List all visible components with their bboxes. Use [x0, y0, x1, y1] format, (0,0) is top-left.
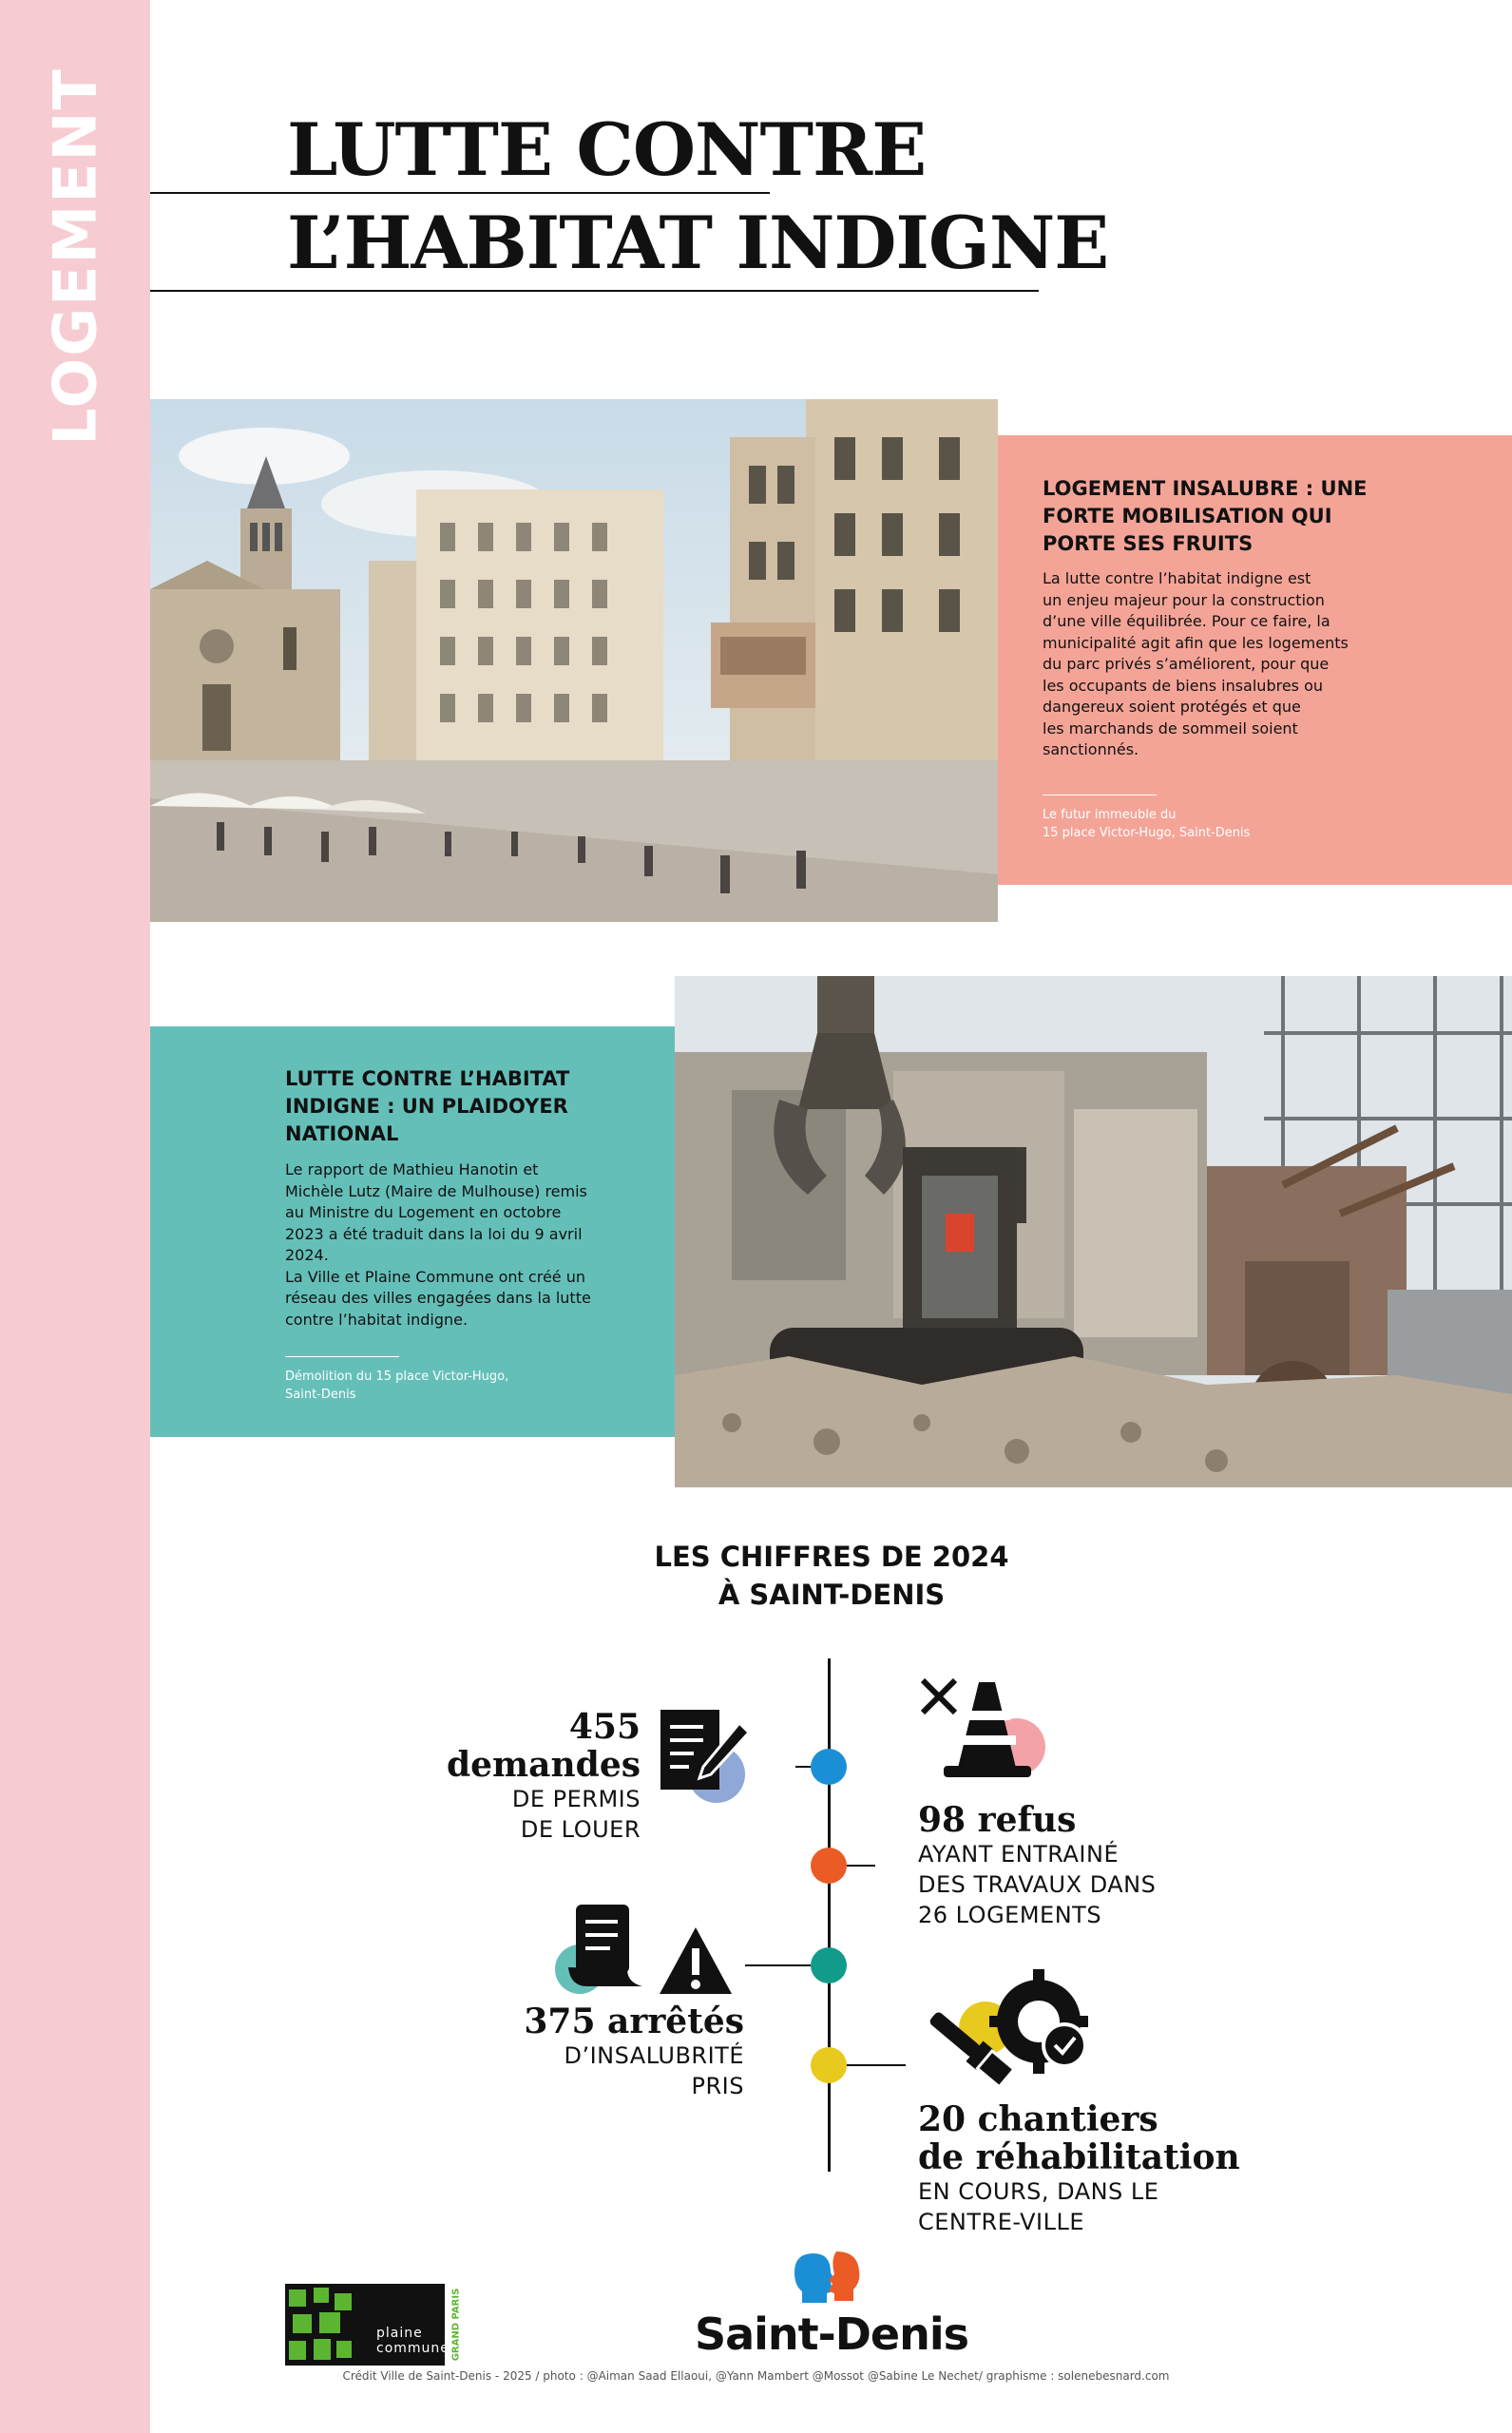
card2-body-line: Le rapport de Mathieu Hanotin et — [285, 1160, 539, 1178]
card1-body-line: un enjeu majeur pour la construction — [1043, 590, 1325, 609]
card1-body — [1043, 568, 1349, 761]
stat-455-demandes — [380, 1708, 641, 1845]
timeline-dot-3 — [811, 1947, 847, 1983]
timeline-dot-4 — [811, 2047, 847, 2083]
card2-caption-line: Démolition du 15 place Victor-Hugo, — [285, 1370, 509, 1384]
card2-heading-line: NATIONAL — [285, 1122, 399, 1145]
stat2-caption-line: 26 LOGEMENTS — [918, 1902, 1102, 1928]
card2-body — [285, 1159, 591, 1331]
card1-heading-line: LOGEMENT INSALUBRE : UNE — [1043, 477, 1368, 500]
stat-98-refus — [918, 1801, 1156, 1930]
card1-body-line: les occupants de biens insalubres ou — [1043, 676, 1324, 695]
stat-20-chantiers — [918, 2100, 1240, 2237]
stat1-caption-line: DE LOUER — [520, 1816, 641, 1843]
card1-body-line: municipalité agit afin que les logements — [1043, 633, 1349, 652]
plaine-commune-text — [376, 2326, 450, 2356]
card1-body-line: dangereux soient protégés et que — [1043, 698, 1301, 716]
card1-heading — [1043, 475, 1368, 558]
card2-body-line: réseau des villes engagées dans la lutte — [285, 1289, 591, 1307]
scroll-warning-icon — [551, 1901, 741, 2004]
card2-heading-line: LUTTE CONTRE L’HABITAT — [285, 1067, 570, 1090]
card2-heading-line: INDIGNE : UN PLAIDOYER — [285, 1095, 568, 1118]
stat-375-arretes — [494, 2002, 744, 2101]
stat1-caption-line: DE PERMIS — [511, 1786, 641, 1812]
plaine-commune-mark-icon — [285, 2284, 357, 2366]
title-rule-1 — [150, 192, 770, 194]
timeline-dot-2 — [811, 1848, 847, 1884]
stats-title — [570, 1538, 1093, 1614]
plaine-commune-logo — [285, 2284, 450, 2366]
stat1-number: 455 — [568, 1707, 641, 1747]
stat3-caption-line: PRIS — [691, 2073, 744, 2099]
card1-heading-line: PORTE SES FRUITS — [1043, 532, 1254, 555]
card2-caption — [285, 1368, 508, 1404]
stats-title-line: LES CHIFFRES DE 2024 — [654, 1541, 1009, 1573]
sidebar-label — [0, 38, 150, 475]
brush-gear-icon — [917, 1969, 1098, 2092]
stats-title-line: À SAINT-DENIS — [718, 1579, 946, 1611]
document-pen-icon — [656, 1706, 751, 1814]
plaine-commune-tag — [449, 2284, 464, 2366]
card2-caption-line: Saint-Denis — [285, 1388, 356, 1402]
stat2-caption-line: DES TRAVAUX DANS — [918, 1871, 1157, 1898]
stat2-caption-line: AYANT ENTRAINÉ — [918, 1841, 1120, 1868]
card1-body-line: d’une ville équilibrée. Pour ce faire, la — [1043, 612, 1330, 630]
page-title-line-1: LUTTE CONTRE — [287, 107, 927, 192]
card1-body-line: les marchands de sommeil soient — [1043, 718, 1298, 738]
timeline-line — [828, 1658, 831, 2172]
card2-body-line: 2023 a été traduit dans la loi du 9 avril — [285, 1224, 583, 1243]
sidebar-label-text: LOGEMENT — [40, 67, 110, 446]
card2-separator — [285, 1356, 399, 1357]
card1-caption-line: Le futur immeuble du — [1043, 808, 1177, 822]
cross-cone-icon — [917, 1673, 1050, 1791]
saint-denis-logo-text: Saint-Denis — [694, 2308, 969, 2360]
credit-line: Crédit Ville de Saint-Denis - 2025 / photo : @Aiman Saad Ellaoui, @Yann Mambert @Mossot @Sabine Le Nechet/ graphisme : solenebesnard.com — [342, 2369, 1170, 2383]
card1-body-line: du parc privés s’améliorent, pour que — [1043, 655, 1330, 673]
card1-body-line: sanctionnés. — [1043, 740, 1139, 758]
grand-paris-text: GRAND PARIS — [450, 2288, 462, 2362]
card2-heading — [285, 1065, 569, 1148]
photo-future-building — [150, 399, 998, 922]
card2-body-line: Michèle Lutz (Maire de Mulhouse) remis — [285, 1181, 587, 1200]
card1-caption — [1043, 806, 1250, 842]
stat2-number: 98 refus — [918, 1800, 1077, 1840]
saint-denis-heads-icon — [789, 2248, 865, 2310]
stat3-caption-line: D’INSALUBRITÉ — [564, 2042, 744, 2069]
card1-caption-line: 15 place Victor-Hugo, Saint-Denis — [1043, 826, 1251, 840]
plaine-commune-line: commune — [376, 2341, 450, 2356]
card2-body-line: contre l’habitat indigne. — [285, 1310, 469, 1329]
plaine-commune-line: plaine — [376, 2326, 423, 2341]
stat3-number: 375 arrêtés — [524, 2002, 744, 2041]
timeline-dot-1 — [811, 1749, 847, 1785]
photo-demolition — [675, 976, 1512, 1487]
card2-body-line: au Ministre du Logement en octobre — [285, 1203, 562, 1221]
card1-body-line: La lutte contre l’habitat indigne est — [1043, 569, 1311, 587]
page-title-line-2: L’HABITAT INDIGNE — [287, 201, 1109, 285]
stat4-caption-line: CENTRE-VILLE — [918, 2209, 1085, 2235]
stat4-label: de réhabilitation — [918, 2137, 1240, 2177]
card1-heading-line: FORTE MOBILISATION QUI — [1043, 505, 1332, 527]
stat4-caption-line: EN COURS, DANS LE — [918, 2178, 1159, 2205]
stat4-number: 20 chantiers — [918, 2099, 1158, 2139]
stat1-label: demandes — [446, 1745, 641, 1785]
title-rule-2 — [150, 290, 1039, 292]
card2-body-line: 2024. — [285, 1246, 329, 1264]
card2-body-line: La Ville et Plaine Commune ont créé un — [285, 1267, 585, 1286]
